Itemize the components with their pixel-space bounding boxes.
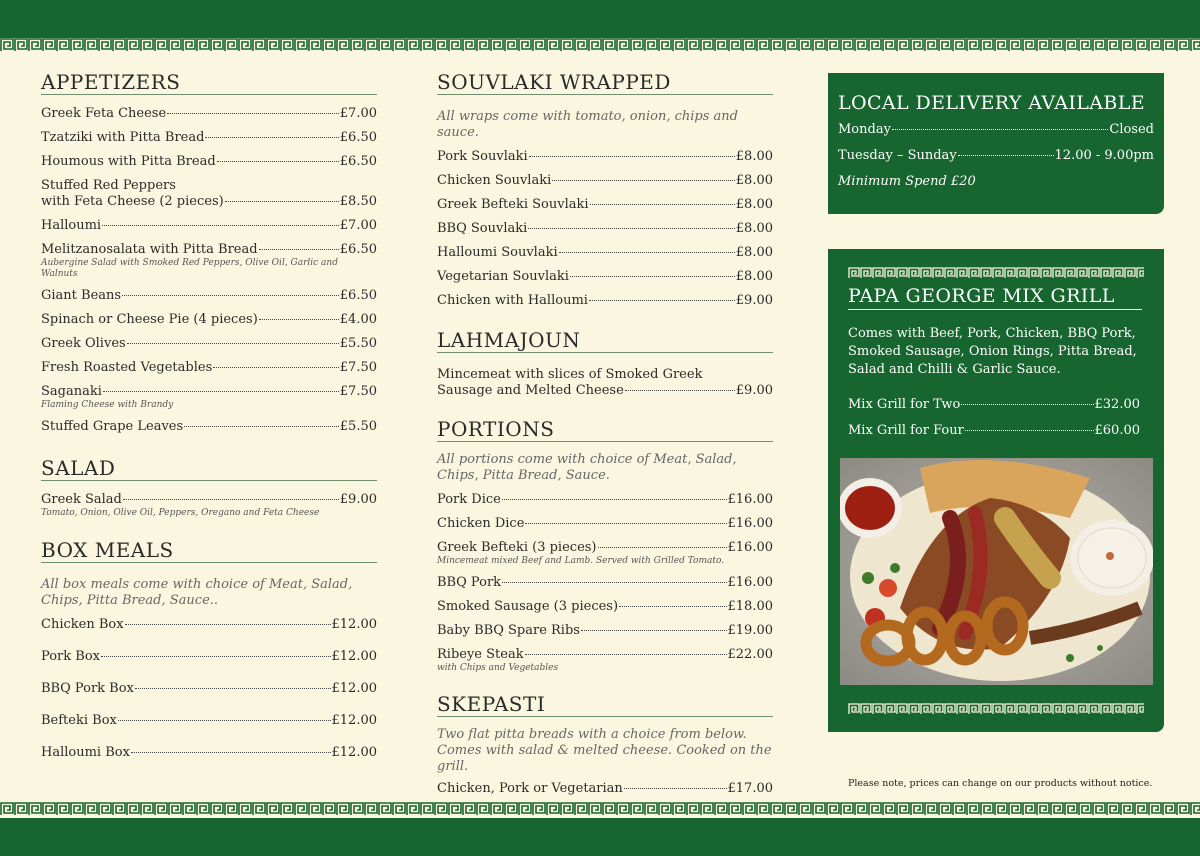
item-description: with Chips and Vegetables [437, 663, 559, 673]
item-name: BBQ Pork [437, 575, 502, 590]
item-price: £8.00 [735, 221, 773, 236]
item-name: BBQ Pork Box [41, 681, 134, 696]
item-price: £6.50 [339, 154, 377, 169]
menu-item [41, 288, 377, 304]
item-name: Pork Dice [437, 492, 501, 507]
dot-leader [225, 201, 339, 202]
intro-line: Comes with salad & melted cheese. Cooked on the grill. [437, 743, 772, 774]
menu-item [437, 492, 773, 508]
item-row [437, 383, 773, 399]
item-row [437, 575, 773, 591]
dot-leader [102, 225, 339, 226]
dot-leader [122, 295, 339, 296]
menu-item [437, 293, 773, 309]
item-name: Chicken Dice [437, 516, 525, 531]
item-row [41, 649, 377, 665]
skepasti-intro [437, 727, 773, 775]
item-price: £12.00 [331, 713, 377, 728]
item-price: £4.00 [339, 312, 377, 327]
item-price: £16.00 [727, 516, 773, 531]
item-name-line: Stuffed Red Peppers [41, 178, 176, 193]
salad-heading: SALAD [41, 458, 377, 481]
souvlaki-list [437, 149, 773, 309]
mix-grill-row [848, 423, 1140, 439]
item-row [41, 288, 377, 304]
item-name: Greek Olives [41, 336, 126, 351]
dot-leader [525, 523, 726, 524]
item-price: £22.00 [727, 647, 773, 662]
greek-key-border-bottom [0, 802, 1200, 816]
box-meals-intro [41, 577, 377, 609]
menu-item [437, 781, 773, 797]
mix-grill-title: PAPA GEORGE MIX GRILL [848, 285, 1142, 310]
souvlaki-intro: All wraps come with tomato, onion, chips and sauce. [437, 109, 738, 140]
item-price: £16.00 [727, 492, 773, 507]
item-price: £9.00 [735, 383, 773, 398]
item-price: £16.00 [727, 575, 773, 590]
item-row [437, 647, 773, 663]
item-price: £19.00 [727, 623, 773, 638]
item-row [41, 242, 377, 258]
item-row [437, 623, 773, 639]
menu-item [41, 492, 377, 519]
menu-item [437, 269, 773, 285]
mix-grill-prices [848, 397, 1140, 439]
delivery-title: LOCAL DELIVERY AVAILABLE [838, 92, 1146, 114]
mix-grill-row [848, 397, 1140, 413]
portions-heading: PORTIONS [437, 419, 773, 442]
item-row [41, 336, 377, 352]
lahmajoun-heading: LAHMAJOUN [437, 330, 773, 353]
item-price: £8.00 [735, 197, 773, 212]
menu-item [437, 221, 773, 237]
menu-item [437, 173, 773, 189]
mix-grill-card [828, 249, 1164, 732]
delivery-hours: Closed [1109, 122, 1154, 137]
item-price: £8.00 [735, 269, 773, 284]
item-row [437, 599, 773, 615]
appetizers-list [41, 106, 377, 435]
delivery-day: Tuesday – Sunday [838, 148, 957, 163]
menu-item [41, 106, 377, 122]
menu-item [41, 312, 377, 328]
dot-leader [525, 654, 727, 655]
item-name: Chicken, Pork or Vegetarian [437, 781, 623, 796]
item-price: £12.00 [331, 745, 377, 760]
item-name: Stuffed Grape Leaves [41, 419, 184, 434]
item-row [437, 540, 773, 556]
item-name: Greek Befteki (3 pieces) [437, 540, 597, 555]
dot-leader [624, 788, 727, 789]
item-price: £7.00 [339, 218, 377, 233]
item-price: £5.50 [339, 336, 377, 351]
menu-item [41, 681, 377, 697]
box-meals-list [41, 617, 377, 761]
lahmajoun-section [437, 330, 773, 399]
minimum-spend: Minimum Spend £20 [838, 174, 976, 189]
item-name: Giant Beans [41, 288, 122, 303]
mix-grill-photo [840, 458, 1153, 685]
price-notice: Please note, prices can change on our products without notice. [848, 778, 1153, 789]
skepasti-heading: SKEPASTI [437, 694, 773, 717]
dot-leader [570, 276, 735, 277]
greek-key-border-card-bottom [848, 700, 1144, 719]
dot-leader [958, 155, 1054, 156]
mix-grill-description [848, 325, 1137, 379]
dot-leader [217, 161, 339, 162]
menu-item [41, 384, 377, 411]
dot-leader [131, 752, 331, 753]
item-name: BBQ Souvlaki [437, 221, 528, 236]
item-name: Pork Box [41, 649, 100, 664]
item-price: £6.50 [339, 130, 377, 145]
dot-leader [213, 367, 339, 368]
item-name: Greek Feta Cheese [41, 106, 167, 121]
item-price: £7.50 [339, 384, 377, 399]
item-description: Flaming Cheese with Brandy [41, 400, 174, 410]
item-name: Ribeye Steak [437, 647, 524, 662]
item-name: Chicken Box [41, 617, 124, 632]
dot-leader [625, 390, 735, 391]
mix-grill-name: Mix Grill for Four [848, 423, 964, 438]
item-price: £16.00 [727, 540, 773, 555]
dot-leader [502, 499, 727, 500]
item-name: Halloumi Box [41, 745, 130, 760]
item-row [41, 194, 377, 210]
delivery-hours: 12.00 - 9.00pm [1054, 148, 1154, 163]
item-price: £9.00 [735, 293, 773, 308]
item-row [437, 269, 773, 285]
dot-leader [502, 582, 726, 583]
box-meals-heading: BOX MEALS [41, 540, 377, 563]
dot-leader [123, 499, 339, 500]
item-description: Tomato, Onion, Olive Oil, Peppers, Oregano and Feta Cheese [41, 508, 320, 518]
item-row [437, 293, 773, 309]
item-price: £17.00 [727, 781, 773, 796]
menu-item [437, 623, 773, 639]
mix-grill-name: Mix Grill for Two [848, 397, 961, 412]
item-name: Spinach or Cheese Pie (4 pieces) [41, 312, 258, 327]
delivery-day: Monday [838, 122, 891, 137]
dot-leader [581, 630, 727, 631]
item-name: Smoked Sausage (3 pieces) [437, 599, 619, 614]
menu-item [41, 360, 377, 376]
item-name: Fresh Roasted Vegetables [41, 360, 213, 375]
item-name: Chicken Souvlaki [437, 173, 552, 188]
menu-item [41, 242, 377, 280]
item-row [437, 221, 773, 237]
item-row [41, 154, 377, 170]
item-name: Halloumi [41, 218, 102, 233]
menu-item [41, 713, 377, 729]
item-row [41, 218, 377, 234]
item-price: £5.50 [339, 419, 377, 434]
intro-line: All portions come with choice of Meat, Salad, [437, 452, 737, 467]
menu-item [41, 154, 377, 170]
item-row [437, 516, 773, 532]
greek-key-border-top [0, 38, 1200, 52]
salad-section [41, 458, 377, 519]
menu-item [41, 649, 377, 665]
dot-leader [528, 228, 734, 229]
dot-leader [127, 343, 339, 344]
item-name: Halloumi Souvlaki [437, 245, 558, 260]
intro-line: Chips, Pitta Bread, Sauce.. [41, 593, 219, 608]
dot-leader [103, 391, 339, 392]
item-row [41, 106, 377, 122]
item-price: £8.00 [735, 173, 773, 188]
delivery-card [828, 73, 1164, 214]
dot-leader [135, 688, 331, 689]
dot-leader [961, 404, 1093, 405]
dot-leader [118, 720, 331, 721]
dot-leader [259, 319, 339, 320]
item-description: Aubergine Salad with Smoked Red Peppers, Olive Oil, Garlic and Walnuts [41, 258, 338, 279]
item-row [41, 419, 377, 435]
item-name: Chicken with Halloumi [437, 293, 588, 308]
menu-item [437, 647, 773, 674]
menu-item [41, 178, 377, 210]
item-price: £12.00 [331, 681, 377, 696]
greek-key-border-card-top [848, 264, 1144, 283]
item-price: £8.50 [339, 194, 377, 209]
mix-grill-price: £32.00 [1094, 397, 1140, 412]
portions-list [437, 492, 773, 674]
skepasti-list [437, 781, 773, 797]
menu-item [41, 419, 377, 435]
item-name: Saganaki [41, 384, 102, 399]
description-line: Salad and Chilli & Garlic Sauce. [848, 362, 1061, 377]
item-row [41, 681, 377, 697]
description-line: Comes with Beef, Pork, Chicken, BBQ Pork, [848, 326, 1136, 341]
item-name: with Feta Cheese (2 pieces) [41, 194, 224, 209]
dot-leader [619, 606, 726, 607]
souvlaki-section [437, 72, 773, 309]
dot-leader [552, 180, 735, 181]
item-name: Befteki Box [41, 713, 117, 728]
menu-item [437, 516, 773, 532]
menu-item [437, 575, 773, 591]
item-row [41, 745, 377, 761]
menu-item [41, 218, 377, 234]
item-name: Greek Salad [41, 492, 122, 507]
dot-leader [589, 300, 735, 301]
item-price: £18.00 [727, 599, 773, 614]
item-price: £12.00 [331, 617, 377, 632]
mix-grill-price: £60.00 [1094, 423, 1140, 438]
item-price: £9.00 [339, 492, 377, 507]
item-row [437, 492, 773, 508]
middle-column [437, 72, 773, 797]
dot-leader [965, 430, 1094, 431]
item-row [437, 781, 773, 797]
dot-leader [559, 252, 735, 253]
menu-item [437, 367, 773, 399]
item-row [41, 130, 377, 146]
bottom-green-band [0, 818, 1200, 856]
item-price: £7.00 [339, 106, 377, 121]
item-name: Baby BBQ Spare Ribs [437, 623, 580, 638]
item-price: £7.50 [339, 360, 377, 375]
description-line: Smoked Sausage, Onion Rings, Pitta Bread, [848, 344, 1137, 359]
item-description: Mincemeat mixed Beef and Lamb. Served with Grilled Tomato. [437, 556, 725, 566]
intro-line: All box meals come with choice of Meat, Salad, [41, 577, 353, 592]
menu-item [41, 130, 377, 146]
delivery-row [838, 122, 1154, 138]
delivery-row [838, 148, 1154, 164]
dot-leader [529, 156, 735, 157]
item-name: Melitzanosalata with Pitta Bread [41, 242, 258, 257]
item-name: Houmous with Pitta Bread [41, 154, 216, 169]
item-price: £12.00 [331, 649, 377, 664]
dot-leader [590, 204, 735, 205]
menu-item [41, 336, 377, 352]
item-row [437, 245, 773, 261]
portions-intro [437, 452, 773, 484]
item-row [41, 492, 377, 508]
portions-section [437, 419, 773, 674]
menu-item [437, 599, 773, 615]
skepasti-section [437, 694, 773, 797]
dot-leader [892, 129, 1108, 130]
item-price: £6.50 [339, 288, 377, 303]
item-name: Sausage and Melted Cheese [437, 383, 624, 398]
menu-item [437, 149, 773, 165]
item-name: Vegetarian Souvlaki [437, 269, 569, 284]
item-row [437, 149, 773, 165]
dot-leader [167, 113, 339, 114]
item-name: Greek Befteki Souvlaki [437, 197, 589, 212]
dot-leader [101, 656, 331, 657]
item-row [41, 617, 377, 633]
item-price: £8.00 [735, 149, 773, 164]
dot-leader [259, 249, 339, 250]
intro-line: Chips, Pitta Bread, Sauce. [437, 468, 610, 483]
appetizers-heading: APPETIZERS [41, 72, 377, 95]
menu-item [437, 245, 773, 261]
dot-leader [205, 137, 338, 138]
souvlaki-heading: SOUVLAKI WRAPPED [437, 72, 773, 95]
item-row [437, 197, 773, 213]
top-green-band [0, 0, 1200, 38]
intro-line: Two flat pitta breads with a choice from below. [437, 727, 747, 742]
item-price: £8.00 [735, 245, 773, 260]
item-name-line: Mincemeat with slices of Smoked Greek [437, 367, 703, 382]
appetizers-section [41, 72, 377, 435]
dot-leader [125, 624, 331, 625]
item-row [41, 713, 377, 729]
item-price: £6.50 [339, 242, 377, 257]
menu-item [437, 540, 773, 567]
left-column [41, 72, 377, 761]
lahmajoun-list [437, 367, 773, 399]
dot-leader [598, 547, 727, 548]
box-meals-section [41, 540, 377, 761]
salad-list [41, 492, 377, 519]
menu-item [41, 745, 377, 761]
item-row [437, 173, 773, 189]
item-name: Pork Souvlaki [437, 149, 528, 164]
menu-item [437, 197, 773, 213]
menu-item [41, 617, 377, 633]
dot-leader [184, 426, 339, 427]
item-row [41, 360, 377, 376]
item-row [41, 384, 377, 400]
item-row [41, 312, 377, 328]
item-name: Tzatziki with Pitta Bread [41, 130, 205, 145]
